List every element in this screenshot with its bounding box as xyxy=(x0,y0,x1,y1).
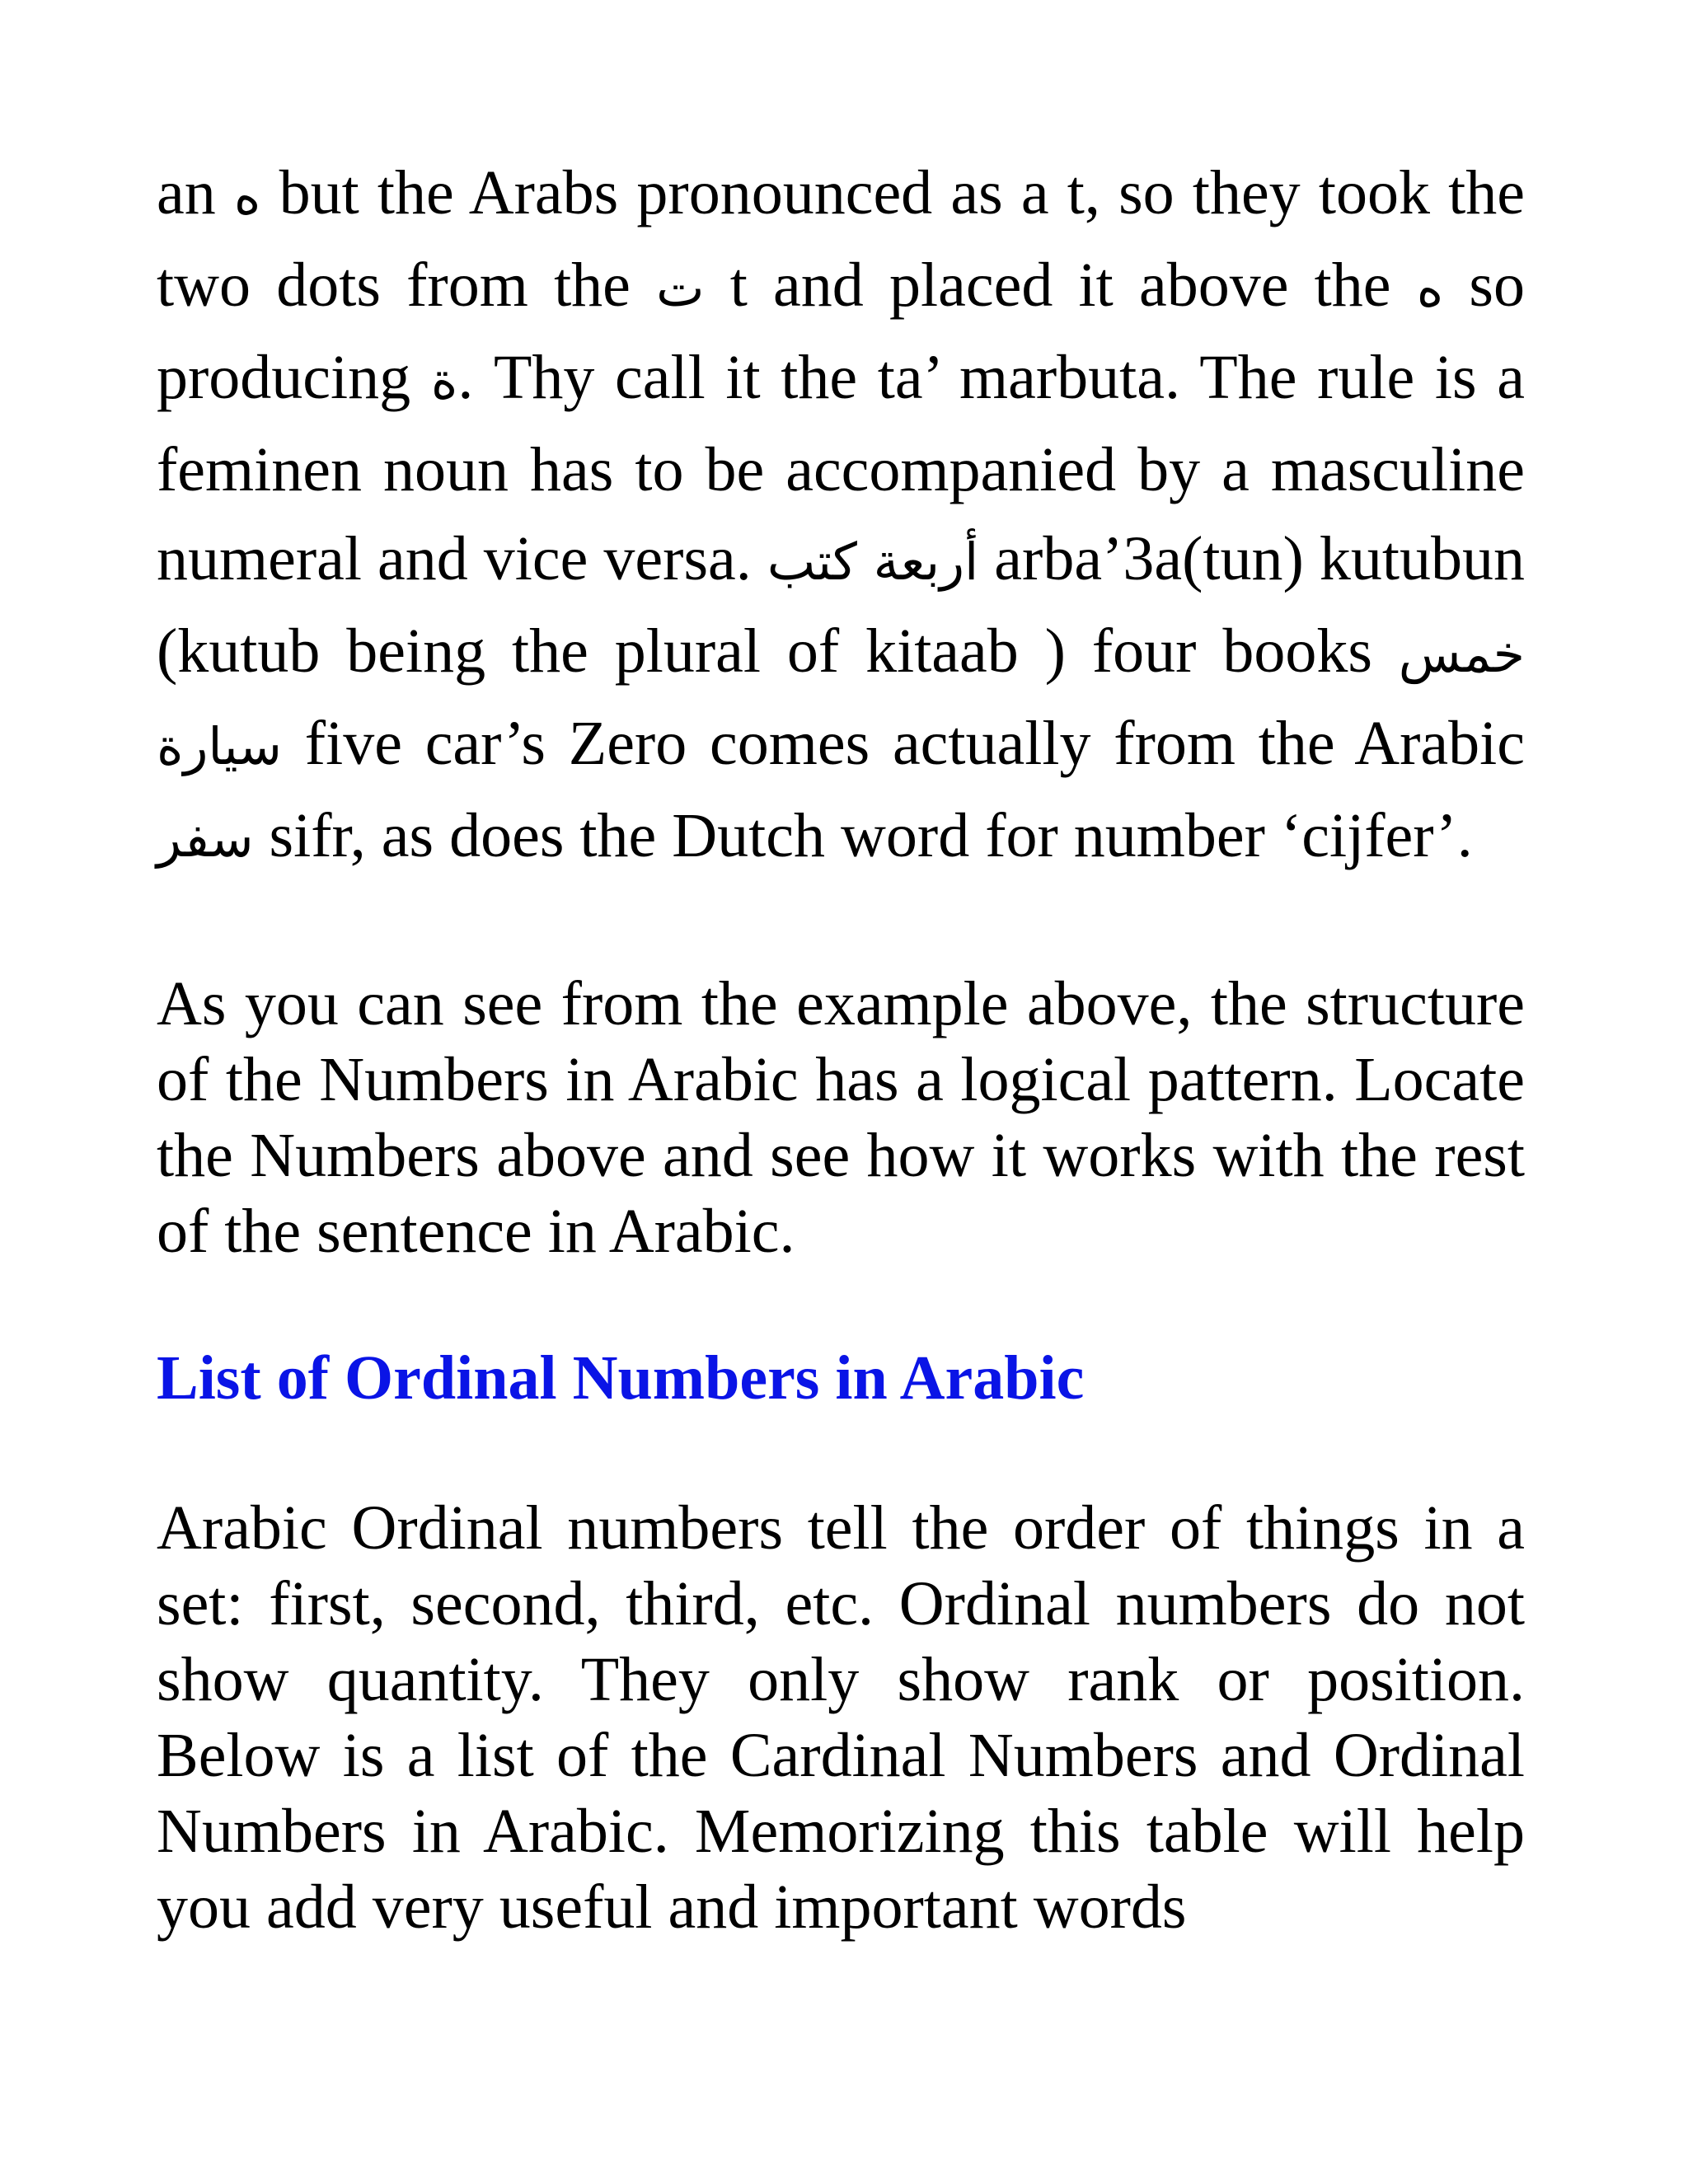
arabic-letter-ta: ت xyxy=(656,258,705,318)
text-run: so producing xyxy=(157,251,1526,412)
arabic-word-sifr: سفر xyxy=(157,808,254,869)
text-run: an xyxy=(157,158,234,227)
paragraph-logical-pattern: As you can see from the example above, the structure of the Numbers in Arabic has a logical pattern. Locate the Numbers above and see how it works with the rest of the sentence in Arabic. xyxy=(157,969,1525,1266)
text-run: five car’s Zero comes actually from the Arabic xyxy=(281,709,1525,778)
arabic-phrase-four-books: أربعة كتب xyxy=(767,532,979,592)
section-heading: List of Ordinal Numbers in Arabic xyxy=(157,1343,1085,1413)
arabic-letter-ha: ه xyxy=(233,166,261,226)
document-page xyxy=(157,148,1525,1945)
arabic-phrase-five-cars: خمس سيارة xyxy=(157,624,1525,776)
text-run: sifr, as does the Dutch word for number ‘cijfer’. xyxy=(253,801,1473,870)
paragraph-ordinal-numbers: Arabic Ordinal numbers tell the order of things in a set: first, second, third, etc. Ordinal numbers do not show quantity. They only show rank or position. Below is a list of the Cardinal Numbers and Ordinal Numbers in Arabic. Memorizing this table will help you add very useful and important words xyxy=(157,1493,1525,1942)
text-run: arba’3a(tun) kutubun (kutub being the plural of kitaab ) four books xyxy=(157,524,1526,686)
text-run: but the Arabs pronounced as a t, so they took the two dots from the xyxy=(157,158,1525,320)
paragraph-ta-marbuta xyxy=(157,148,1525,883)
arabic-letter-ta-marbuta: ة xyxy=(430,350,458,410)
arabic-letter-ha: ه xyxy=(1416,258,1444,318)
text-run: t and placed it above the xyxy=(704,251,1417,320)
text-run: . Thy call it the ta’ marbuta. The rule is a feminen noun has to be accompanied by a masculine numeral and vice versa. xyxy=(157,343,1525,593)
